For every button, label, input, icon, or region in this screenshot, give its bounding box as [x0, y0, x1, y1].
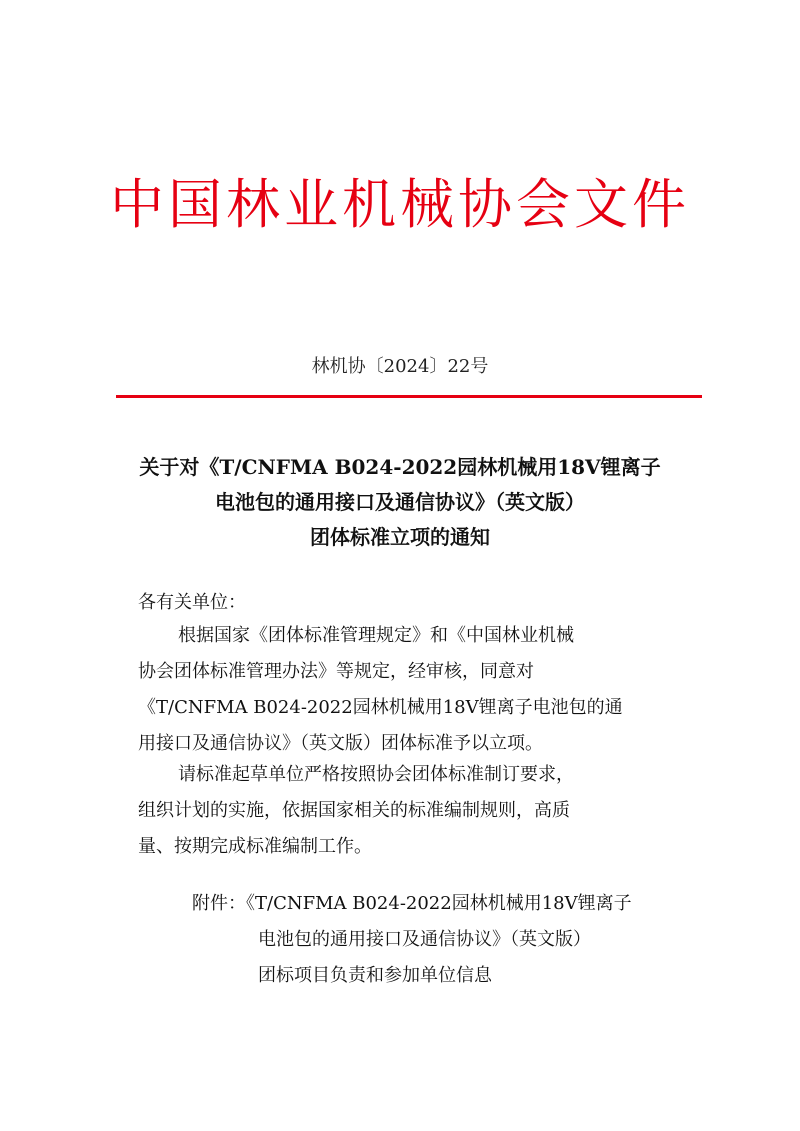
- salutation: 各有关单位：: [138, 592, 246, 613]
- notice-title-line: 团体标准立项的通知: [310, 525, 490, 549]
- attachment-line: 团标项目负责和参加单位信息: [258, 965, 492, 986]
- paragraph-requirements: [138, 757, 678, 865]
- document-number: 林机协〔2024〕22号: [311, 356, 489, 377]
- paragraph-line: 协会团体标准管理办法》等规定，经审核，同意对: [138, 661, 534, 682]
- attachment-line: 附件：《T/CNFMA B024-2022园林机械用18V锂离子: [192, 893, 632, 914]
- paragraph-approval: [138, 618, 678, 762]
- notice-title-line: 关于对《T/CNFMA B024-2022园林机械用18V锂离子: [139, 455, 661, 479]
- paragraph-line: 组织计划的实施，依据国家相关的标准编制规则，高质: [138, 800, 570, 821]
- document-header-title: 中国林业机械协会文件: [110, 173, 690, 236]
- paragraph-line: 用接口及通信协议》（英文版）团体标准予以立项。: [138, 733, 543, 754]
- paragraph-line: 《T/CNFMA B024-2022园林机械用18V锂离子电池包的通: [138, 697, 623, 718]
- attachment-line: 电池包的通用接口及通信协议》（英文版）: [258, 929, 591, 950]
- header-red-rule: [116, 395, 702, 398]
- notice-title: [0, 450, 800, 555]
- notice-title-line: 电池包的通用接口及通信协议》（英文版）: [215, 490, 585, 514]
- paragraph-line: 根据国家《团体标准管理规定》和《中国林业机械: [178, 625, 574, 646]
- attachment-block: [192, 886, 632, 994]
- paragraph-line: 量、按期完成标准编制工作。: [138, 836, 372, 857]
- paragraph-line: 请标准起草单位严格按照协会团体标准制订要求，: [178, 764, 574, 785]
